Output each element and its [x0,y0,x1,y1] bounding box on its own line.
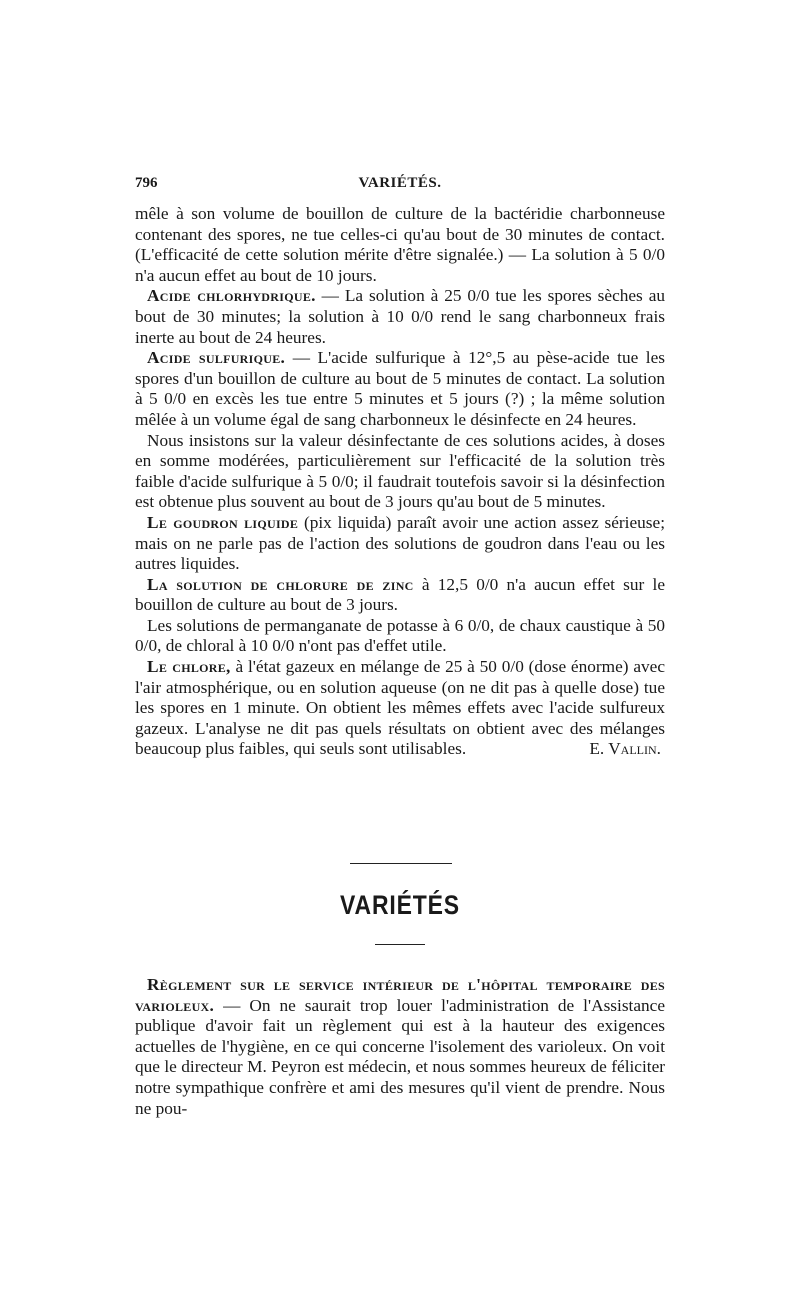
paragraph-lead: Acide sulfurique. [147,348,286,368]
paragraph: Acide chlorhydrique. — La solution à 25 0/0 tue les spores sèches au bout de 30 minutes; la solution à 10 0/0 rend le sang charbonneux frais inerte au bout de 24 heures. [135,286,666,347]
paragraph-lead: Le chlore, [147,657,231,677]
paragraph-lead: Règlement sur le service intérieur de l'hôpital temporaire des varioleux. [135,975,665,1015]
paragraph: Acide sulfurique. — L'acide sulfurique à 12°,5 au pèse-acide tue les spores d'un bouillon de culture au bout de 5 minutes de contact. La solution à 5 0/0 en excès les tue entre 5 minutes et 5 jours (?) ; la même solution mêlée à un volume égal de sang charbonneux le désinfecte en 24 heures. [135,348,666,429]
page-number: 796 [135,175,158,191]
paragraph-lead: Acide chlorhydrique. [147,286,316,306]
section-divider [350,863,452,864]
paragraph: Le goudron liquide (pix liquida) paraît avoir une action assez sérieuse; mais on ne parle pas de l'action des solutions de goudron dans l'eau ou les autres liquides. [135,512,665,574]
paragraph-lead: Le goudron liquide [147,512,299,532]
title-underline [375,944,425,945]
author-signature: E. Vallin. [589,739,661,759]
section-text [135,975,665,1119]
article-text [135,204,665,760]
paragraph: Règlement sur le service intérieur de l'hôpital temporaire des varioleux. — On ne saurait trop louer l'administration de l'Assistance publique d'avoir fait un règlement qui est à la hauteur des exigences actuelles de l'hygiène, en ce qui concerne l'isolement des varioleux. On voit que le directeur M. Peyron est médecin, et nous sommes heureux de féliciter notre sympathique confrère et ami des mesures qu'il vient de prendre. Nous ne pou- [135,975,665,1118]
running-title: VARIÉTÉS. [358,175,442,191]
paragraph: mêle à son volume de bouillon de culture de la bactéridie charbonneuse contenant des spores, ne tue celles-ci qu'au bout de 30 minutes de contact. (L'efficacité de cette solution mérite d'être signalée.) — La solution à 5 0/0 n'a aucun effet au bout de 10 jours. [135,204,665,285]
paragraph: Les solutions de permanganate de potasse à 6 0/0, de chaux caustique à 50 0/0, de chloral à 10 0/0 n'ont pas d'effet utile. [135,615,665,656]
paragraph: Le chlore, à l'état gazeux en mélange de 25 à 50 0/0 (dose énorme) avec l'air atmosphérique, ou en solution aqueuse (on ne dit pas à quelle dose) tue les spores en 1 minute. On obtient les mêmes effets avec l'acide sulfureux gazeux. L'analyse ne dit pas quels résultats on obtient avec des mélanges beaucoup plus faibles, qui seuls sont utilisables. E. Vallin. [135,657,665,759]
paragraph-lead: La solution de chlorure de zinc [147,574,414,594]
section-title: VARIÉTÉS [340,890,460,920]
paragraph: La solution de chlorure de zinc à 12,5 0/0 n'a aucun effet sur le bouillon de culture au bout de 3 jours. [135,574,665,615]
paragraph: Nous insistons sur la valeur désinfectante de ces solutions acides, à doses en somme modérées, particulièrement sur l'efficacité de la solution très faible d'acide sulfurique à 5 0/0; il faudrait toutefois savoir si la désinfection est obtenue plus souvent au bout de 3 jours qu'au bout de 5 minutes. [135,430,665,512]
running-head [135,175,665,197]
